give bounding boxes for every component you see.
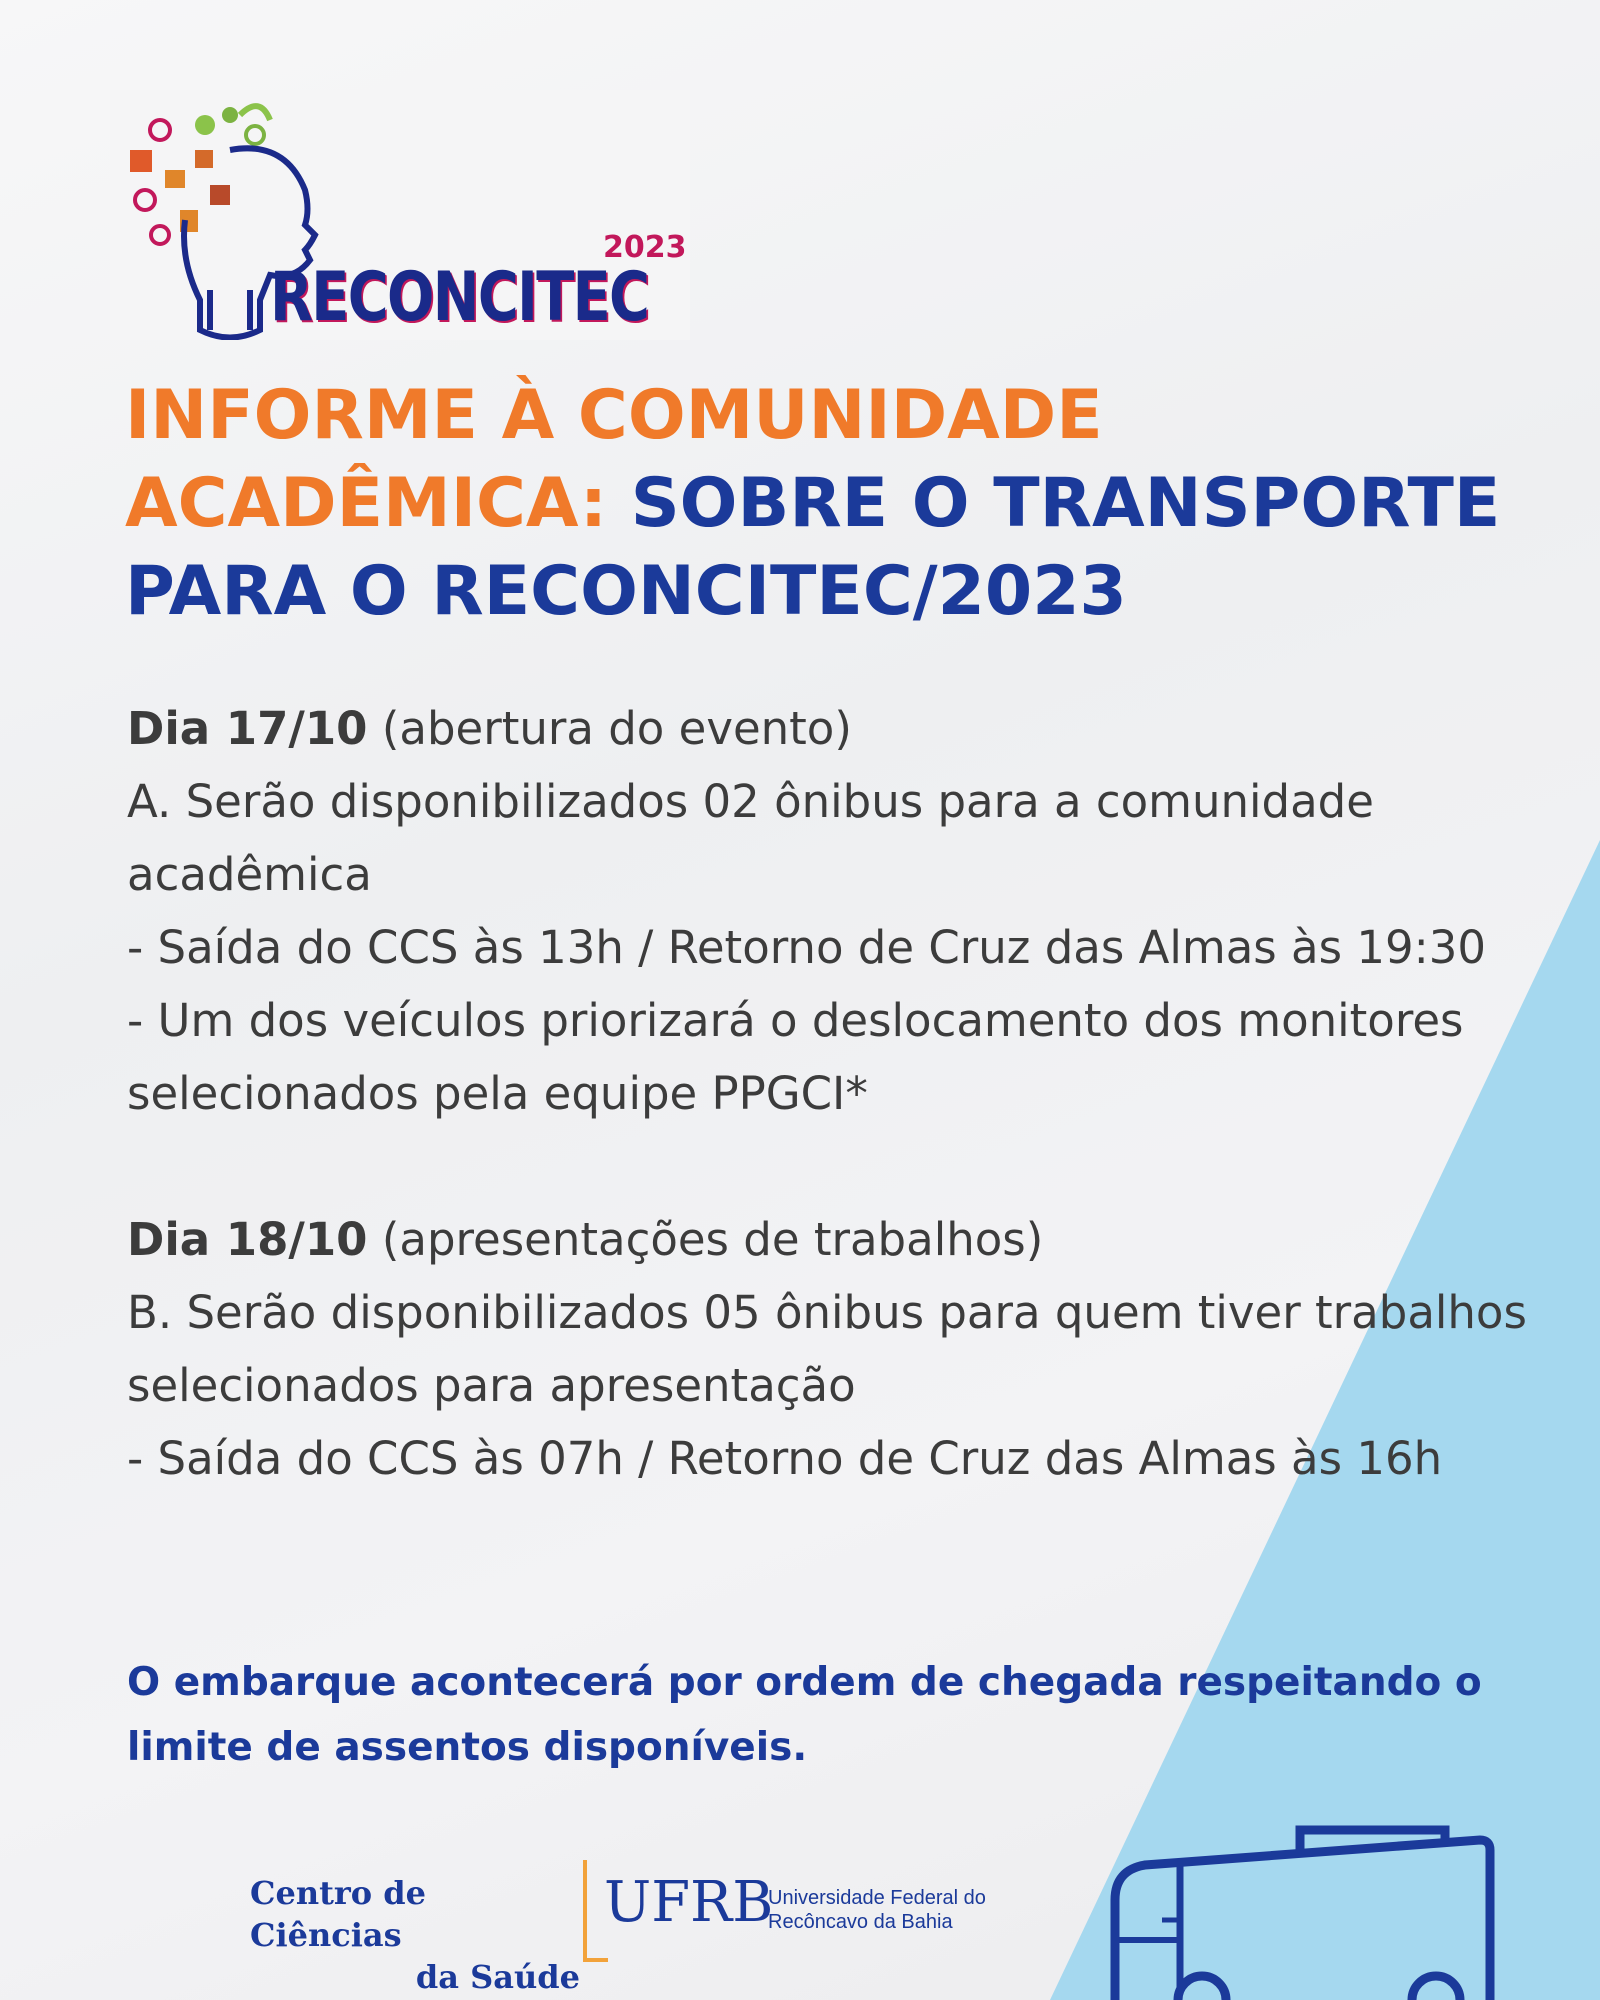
day2-line-1: - Saída do CCS às 07h / Retorno de Cruz das Almas às 16h bbox=[127, 1432, 1443, 1485]
page-title bbox=[125, 372, 1525, 636]
boarding-notice: O embarque acontecerá por ordem de chegada respeitando o limite de assentos disponíveis. bbox=[127, 1660, 1482, 1770]
title-orange-part: INFORME À COMUNIDADE ACADÊMICA: bbox=[125, 376, 1103, 543]
day1-line-1: - Saída do CCS às 13h / Retorno de Cruz das Almas às 19:30 bbox=[127, 921, 1487, 974]
logo-year: 2023 bbox=[603, 230, 687, 265]
day2-item-b: B. Serão disponibilizados 05 ônibus para quem tiver trabalhos selecionados para apresentação bbox=[127, 1286, 1527, 1412]
day1-subtitle: (abertura do evento) bbox=[381, 702, 852, 755]
ufrb-full-name bbox=[768, 1886, 1028, 1934]
ccs-line2: da Saúde bbox=[415, 1958, 580, 1996]
logo-wordmark: RECONCITEC bbox=[270, 258, 649, 337]
day1-line-2: - Um dos veículos priorizará o deslocamento dos monitores selecionados pela equipe PPGCI* bbox=[127, 994, 1464, 1120]
title-blue-part: SOBRE O TRANSPORTE PARA O RECONCITEC/2023 bbox=[125, 464, 1501, 631]
ufrb-name-line1: Universidade Federal do bbox=[768, 1887, 986, 1909]
day1-item-a: A. Serão disponibilizados 02 ônibus para a comunidade acadêmica bbox=[127, 775, 1374, 901]
day1-title: Dia 17/10 bbox=[127, 702, 368, 755]
day2-heading bbox=[127, 1203, 1547, 1276]
schedule-body bbox=[127, 692, 1547, 1495]
ccs-logo bbox=[250, 1872, 580, 1998]
ufrb-name-line2: Recôncavo da Bahia bbox=[768, 1911, 953, 1933]
day2-title: Dia 18/10 bbox=[127, 1213, 368, 1266]
ccs-line1: Centro de Ciências bbox=[250, 1874, 426, 1954]
reconcitec-logo bbox=[110, 90, 690, 340]
bus-icon bbox=[1100, 1820, 1500, 2000]
ufrb-logo: UFRB bbox=[604, 1870, 774, 1935]
day1-heading bbox=[127, 692, 1547, 765]
spacer bbox=[127, 1130, 1547, 1203]
day2-subtitle: (apresentações de trabalhos) bbox=[381, 1213, 1044, 1266]
